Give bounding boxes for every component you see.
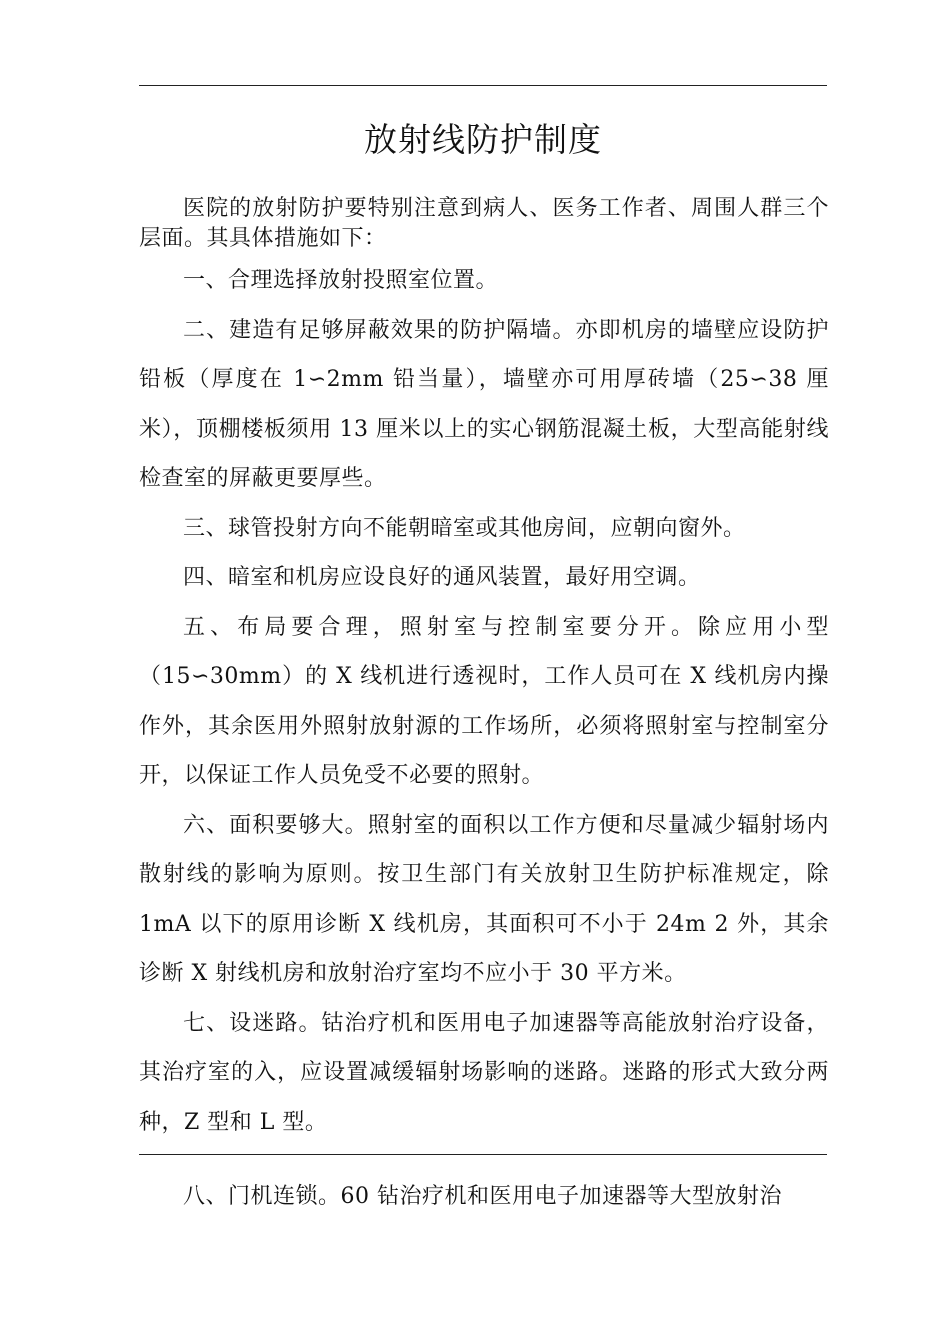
measure-item-6: 六、面积要够大。照射室的面积以工作方便和尽量减少辐射场内散射线的影响为原则。按卫生部门有关放射卫生防护标准规定，除 1mA 以下的原用诊断 X 线机房，其面积可不小于 24m 2 外，其余诊断 X 射线机房和放射治疗室均不应小于 30 平方米。 [139,812,829,986]
measure-item-3: 三、球管投射方向不能朝暗室或其他房间，应朝向窗外。 [183,515,746,541]
measure-item-2: 二、建造有足够屏蔽效果的防护隔墙。亦即机房的墙壁应设防护铅板（厚度在 1∽2mm 铅当量），墙壁亦可用厚砖墙（25∽38 厘米），顶棚楼板须用 13 厘米以上的实心钢筋混凝土板，大型高能射线检查室的屏蔽更要厚些。 [139,317,829,491]
intro-paragraph: 医院的放射防护要特别注意到病人、医务工作者、周围人群三个层面。其具体措施如下： [139,196,829,251]
continued-section [139,1172,829,1222]
document-title: 放射线防护制度 [364,120,602,159]
measure-item-7: 七、设迷路。钴治疗机和医用电子加速器等高能放射治疗设备，其治疗室的入，应设置减缓辐射场影响的迷路。迷路的形式大致分两种，Z 型和 L 型。 [139,1010,829,1135]
page-break-rule [139,1154,827,1155]
intro-section [139,194,829,254]
measure-item-8: 八、门机连锁。60 钻治疗机和医用电子加速器等大型放射治 [183,1184,782,1209]
measures-list [139,256,829,1147]
measure-item-5: 五、布局要合理，照射室与控制室要分开。除应用小型（15∽30mm）的 X 线机进行透视时，工作人员可在 X 线机房内操作外，其余医用外照射放射源的工作场所，必须将照射室与控制室分开，以保证工作人员免受不必要的照射。 [139,614,829,788]
measure-item-1: 一、合理选择放射投照室位置。 [183,268,499,293]
header-rule [139,85,827,86]
measure-item-4: 四、暗室和机房应设良好的通风装置，最好用空调。 [183,565,701,590]
